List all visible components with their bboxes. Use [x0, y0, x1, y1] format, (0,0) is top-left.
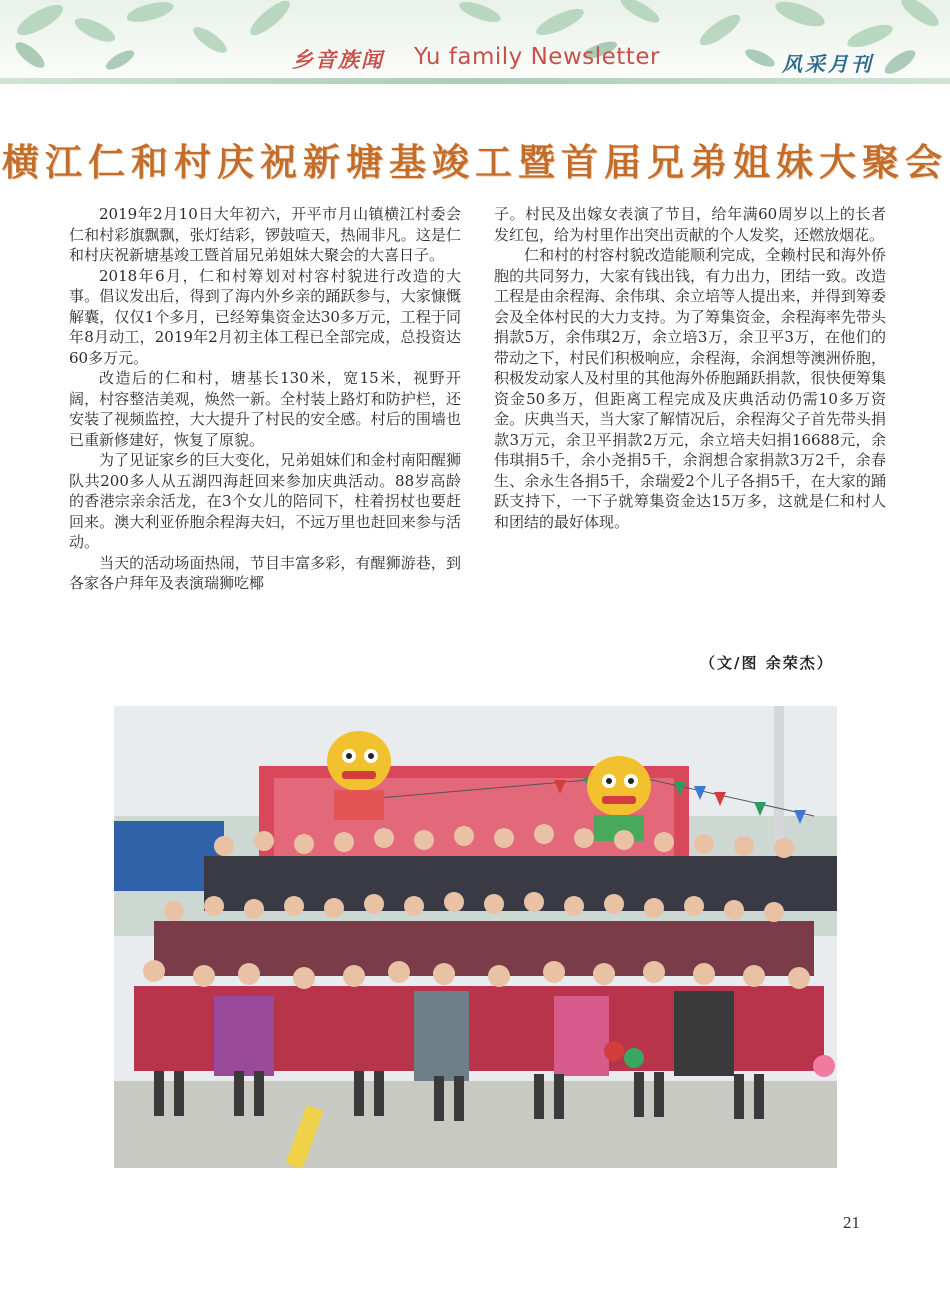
page-header [0, 0, 950, 92]
paragraph: 2018年6月，仁和村筹划对村容村貌进行改造的大事。倡议发出后，得到了海内外乡亲的踊跃参与，大家慷慨解囊，仅仅1个多月，已经筹集资金达30多万元，工程于同年8月动工，2019年2月初主体工程已全部完成，总投资达60多万元。 [69, 266, 461, 367]
article-title: 横江仁和村庆祝新塘基竣工暨首届兄弟姐妹大聚会 [2, 140, 948, 184]
page-number: 21 [843, 1213, 860, 1232]
byline: （文/图 余荣杰） [700, 654, 834, 672]
article-column-right [494, 204, 886, 532]
group-photo-illustration [114, 706, 837, 1168]
header-title-en: Yu family Newsletter [414, 44, 660, 70]
paragraph: 改造后的仁和村，塘基长130米，宽15米，视野开阔，村容整洁美观，焕然一新。全村装上路灯和防护栏，还安装了视频监控，大大提升了村民的安全感。村后的围墙也已重新修建好，恢复了原貌。 [69, 369, 461, 449]
paragraph: 仁和村的村容村貌改造能顺利完成，全赖村民和海外侨胞的共同努力，大家有钱出钱，有力出力，团结一致。改造工程是由余程海、余伟琪、余立培等人提出来，并得到筹委会及全体村民的大力支持。为了筹集资金，余程海率先带头捐款5万，余伟琪2万，余立培3万，余卫平3万，在他们的带动之下，村民们积极响应，余程海，余润想等澳洲侨胞，积极发动家人及村里的其他海外侨胞踊跃捐款，很快便筹集资金50多万，但距离工程完成及庆典活动仍需10多万资金。庆典当天，当大家了解情况后，余程海父子首先带头捐款3万元，余卫平捐款2万元，余立培夫妇捐16688元，余伟琪捐5千，余小尧捐5千，余润想合家捐款3万2千，余春生、余永生各捐5千，余瑞爱2个儿子各捐5千，在大家的踊跃支持下，一下子就筹集资金达15万多，这就是仁和村人和团结的最好体现。 [494, 246, 886, 531]
paragraph: 2019年2月10日大年初六，开平市月山镇横江村委会仁和村彩旗飘飘，张灯结彩，锣鼓喧天，热闹非凡。这是仁和村庆祝新塘基竣工暨首届兄弟姐妹大聚会的大喜日子。 [69, 205, 461, 264]
header-section: 风采月刊 [782, 52, 874, 76]
group-photo [114, 706, 837, 1168]
paragraph: 当天的活动场面热闹，节目丰富多彩，有醒狮游巷，到各家各户拜年及表演瑞狮吃椰 [69, 553, 461, 592]
paragraph: 为了见证家乡的巨大变化，兄弟姐妹们和金村南阳醒狮队共200多人从五湖四海赶回来参加庆典活动。88岁高龄的香港宗亲余活龙，在3个女儿的陪同下，柱着拐杖也要赶回来。澳大利亚侨胞余程海夫妇，不远万里也赶回来参与活动。 [69, 451, 461, 551]
header-title-cn: 乡音族闻 [292, 47, 384, 72]
article-column-left [69, 204, 461, 594]
header-divider [0, 78, 950, 84]
paragraph-continuation: 子。村民及出嫁女表演了节目，给年满60周岁以上的长者发红包，给为村里作出突出贡献的个人发奖，还燃放烟花。 [494, 205, 886, 244]
